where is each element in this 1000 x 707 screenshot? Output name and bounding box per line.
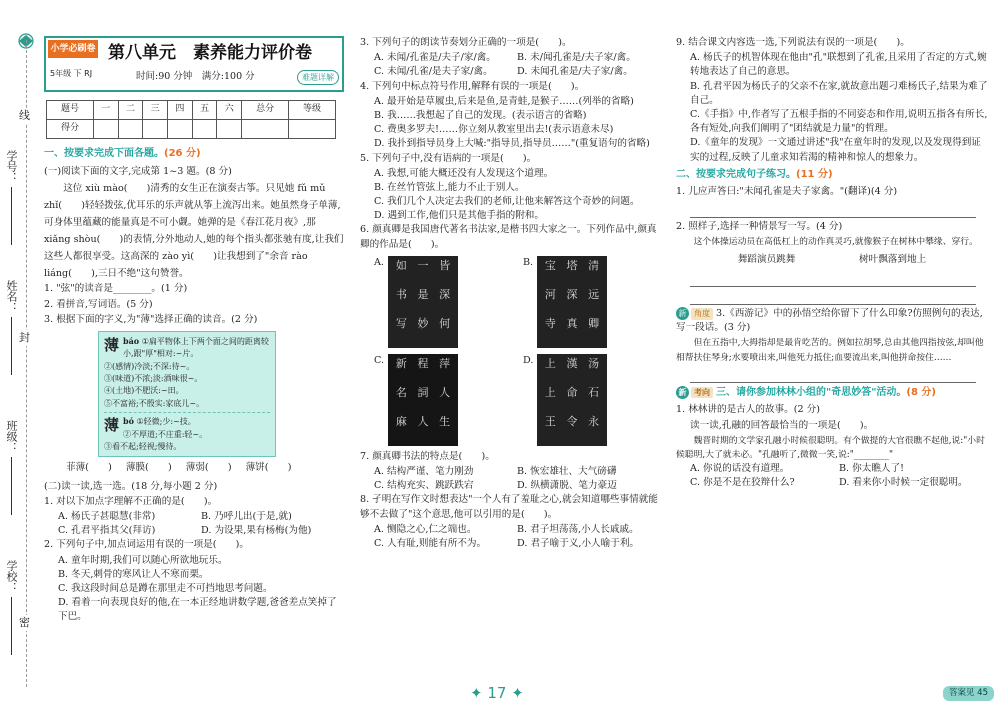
column-1 [44, 36, 344, 625]
sentence-question-1: 1. 儿应声答曰:"未闻孔雀是夫子家禽。"(翻译)(4 分) [676, 186, 898, 198]
angle-chip: 角度 [691, 308, 713, 320]
column-2 [360, 36, 660, 551]
options-7[interactable]: A. 结构严谨、笔力刚劲 B. 恢宏雄壮、大气磅礴 C. 结构充实、跳跃跌宕 D. 纵横潇脱、笔力豪迈 [374, 466, 617, 492]
activity-passage: 魏晋时期的文学家孔融小时候很聪明。有个做提的大官很瞧不起他,说:"小时候聪明,大了就未必。"孔融听了,微微一笑,说:"________" [676, 435, 985, 460]
question-9: 9. 结合课文内容选一选,下列说法有误的一项是( )。 [676, 37, 910, 48]
score-cell[interactable] [168, 120, 193, 139]
table-cell: 五 [192, 101, 217, 120]
example-paragraph: 但在五指中,大拇指却是最肯吃苦的。例如拉胡琴,总由其他四指按弦,却叫他相帮扶住琴身;水要喷出来,叫他死力抵住;血要流出来,叫他拼命按住…… [676, 338, 984, 363]
direction-chip: 考向 [691, 387, 713, 399]
answer-reference[interactable]: 答案见 45 [943, 686, 994, 701]
page-number: ✦ 17 ✦ [470, 684, 524, 702]
table-cell: 总分 [242, 101, 289, 120]
school-field[interactable]: 学校： [6, 560, 17, 655]
example-sentence: 这个体操运动员在高低杠上的动作真灵巧,就像猴子在树林中攀缘、穿行。 [693, 236, 978, 247]
options-2-1[interactable]: A. 杨氏子甚聪慧(非常) B. 乃呼儿出(于是,就) C. 孔君平指其父(拜访) D. 为设果,果有杨梅(为他) [58, 511, 312, 537]
scene-choices[interactable]: 舞蹈演员跳舞 树叶飘落到地上 [737, 253, 927, 265]
question-1-3: 3. 根据下面的字义,为"薄"选择正确的读音。(2 分) [44, 313, 258, 325]
question-1-2: 2. 看拼音,写词语。(5 分) [44, 298, 153, 310]
tips-button[interactable]: 难题详解 [297, 70, 339, 85]
score-table [46, 100, 336, 139]
activity-question-1: 1. 林林讲的是古人的故事。(2 分) [676, 404, 820, 416]
question-2-2: 2. 下列句子中,加点词运用有误的一项是( )。 [44, 539, 250, 551]
calligraphy-option-c[interactable]: C. 新 程 萍 名 詞 人 麻 人 生 [374, 354, 511, 446]
options-4[interactable]: A. 最开始是草履虫,后来是鱼,是青蛙,是猴子……(列举的省略) B. 我……我想起了自己的发现。(表示语言的省略) C. 费奥多罗夫!……你立刻从教室里出去!(表示语意未尽) D. 我扑到指导员身上大喊:"指导员,指导员……"(重复语句的省略) [374, 95, 650, 150]
grade-label: 5年级 下 RJ [50, 69, 93, 78]
binding-dashed-line [26, 40, 27, 687]
answer-line[interactable] [690, 289, 976, 305]
answer-line[interactable] [690, 202, 976, 218]
series-tag: 小学必刷卷 [48, 40, 98, 58]
binding-word-feng: 封 [19, 330, 30, 346]
table-cell: 四 [168, 101, 193, 120]
score-cell[interactable] [192, 120, 217, 139]
table-cell: 等级 [289, 101, 336, 120]
section-1-heading: 一、按要求完成下面各题。(26 分) [44, 148, 201, 159]
calligraphy-image: 宝 塔 清 河 深 远 寺 真 卿 [537, 256, 607, 348]
binding-word-xian: 线 [19, 108, 30, 124]
calligraphy-image: 如 一 皆 书 是 深 写 妙 何 [388, 256, 458, 348]
table-cell: 二 [118, 101, 143, 120]
score-cell[interactable] [143, 120, 168, 139]
new-badge-icon: 新 [676, 386, 689, 399]
options-2-2[interactable]: A. 童年时期,我们可以随心所欲地玩乐。 B. 冬天,刺骨的寒风让人不寒而栗。 C. 我这段时间总是蹲在那里走不可挡地思考问题。 D. 看着一向表现良好的他,在一本正经地讲数学题,爸爸差点笑掉了下巴。 [58, 554, 337, 623]
score-cell[interactable] [93, 120, 118, 139]
options-5[interactable]: A. 我想,可能大概还没有人发现这个道理。 B. 在丝竹管弦上,能力不止于别人。 C. 我们几个人决定去我们的老师,让他来解答这个奇妙的问题。 D. 遇到工作,他们只是其他手指的附和。 [374, 167, 640, 222]
question-4: 4. 下列句中标点符号作用,解释有误的一项是( )。 [360, 80, 585, 92]
calligraphy-options [360, 256, 660, 446]
question-1-1: 1. "弦"的读音是________。(1 分) [44, 283, 188, 295]
class-field[interactable]: 班级： [6, 420, 17, 515]
score-cell[interactable] [289, 120, 336, 139]
dictionary-box [98, 331, 276, 458]
column-3 [676, 36, 988, 490]
section-2-heading: 二、按要求完成句子练习。(11 分) [676, 168, 833, 180]
calligraphy-option-b[interactable]: B. 宝 塔 清 河 深 远 寺 真 卿 [523, 256, 660, 348]
name-field[interactable]: 姓名： [6, 280, 17, 375]
new-badge-icon: 新 [676, 307, 689, 320]
binding-margin [0, 0, 42, 707]
activity-prompt: 读一读,孔融的回答最恰当的一项是( )。 [690, 419, 874, 431]
calligraphy-option-d[interactable]: D. 上 漢 汤 上 命 石 王 令 永 [523, 354, 660, 446]
answer-line[interactable] [690, 271, 976, 287]
calligraphy-option-a[interactable]: A. 如 一 皆 书 是 深 写 妙 何 [374, 256, 511, 348]
score-cell[interactable] [217, 120, 242, 139]
question-6: 6. 颜真卿是我国唐代著名书法家,是楷书四大家之一。下列作品中,颜真卿的作品是( )。 [360, 224, 657, 250]
table-cell: 一 [93, 101, 118, 120]
exam-meta: 时间:90 分钟 满分:100 分 [136, 71, 255, 82]
reading-2-intro: (二)读一读,选一选。(18 分,每小题 2 分) [44, 480, 218, 492]
options-activity-1[interactable]: A. 你说的话没有道理。 B. 你太瞧人了! C. 你是不是在狡辩什么? D. 看来你小时候一定很聪明。 [690, 462, 968, 489]
table-cell: 三 [143, 101, 168, 120]
table-cell: 六 [217, 101, 242, 120]
page-title: 第八单元 素养能力评价卷 [108, 43, 312, 63]
question-8: 8. 孑明在写作文时想表达"一个人有了羞耻之心,就会知道哪些事情就能够不去做了"这个意思,他可以引用的是( )。 [360, 494, 658, 520]
options-8[interactable]: A. 恻隐之心,仁之端也。 B. 君子坦荡荡,小人长戚戚。 C. 人有耻,则能有所不为。 D. 君子喻于义,小人喻于利。 [374, 523, 640, 549]
score-row [47, 120, 336, 139]
binding-word-mi: 密 [19, 615, 30, 631]
question-7: 7. 颜真卿书法的特点是( )。 [360, 450, 495, 462]
reading-passage: 这位 xiù mào( )清秀的女生正在演奏古筝。只见她 fǔ mǔ zhǐ( )轻轻拨弦,优耳乐的乐声就从筝上流泻出来。她虽然身子单薄,可身体里蕴藏的能量真是不可小觑。她弹的是《春江花月夜》,那 xiǎng shòu( )的表情,分外地动人,她的每个指头都张驰有度,让我们这些人都很享受。这高深的 zào yì( )让我想到了"余音 rào liáng( ),三日不绝"这句赞誉。 [44, 182, 344, 280]
reading-1-intro: (一)阅读下面的文字,完成第 1~3 题。(8 分) [44, 165, 232, 177]
dict-entry-bao: 薄 báo ①扁平物体上下两个面之间的距离较小,跟"厚"相对:~片。 ②(感情)冷淡;不深:待~。 ③(味道)不浓;淡:酒味很~。 ④(土地)不肥沃:~田。 ⑤不富裕;不殷实:家底儿~。 [104, 335, 269, 408]
table-cell: 得分 [47, 120, 94, 139]
answer-line[interactable] [690, 367, 976, 383]
exam-header [44, 36, 344, 92]
options-9[interactable]: A. 杨氏子的机智体现在他由"孔"联想到了孔雀,且采用了否定的方式,婉转地表达了自己的意思。 B. 孔君平因为杨氏子的父亲不在家,就故意出题刁难杨氏子,结果为难了自己。 C.《手指》中,作者写了五根手指的不同姿态和作用,说明五指各有所长,各有短处,向我们阐明了"团结就是力量"的哲理。 D.《童年的发现》一文通过讲述"我"在童年时的发现,以及发现得到证实的过程,反映了儿童求知若渴的精神和惊人的想象力。 [690, 52, 988, 163]
question-5: 5. 下列句子中,没有语病的一项是( )。 [360, 152, 537, 164]
sentence-question-2: 2. 照样子,选择一种情景写一写。(4 分) [676, 220, 843, 232]
table-cell: 题号 [47, 101, 94, 120]
sentence-question-3: 新 角度 3.《西游记》中的孙悟空给你留下了什么印象?仿照例句的表达,写一段话。(3 分) [676, 308, 983, 334]
student-id-field[interactable]: 学号： [6, 150, 17, 245]
options-3[interactable]: A. 未闻/孔雀是/夫子/家/禽。 B. 未/闻孔雀是/夫子家/禽。 C. 未闻/孔雀/是夫子家/禽。 D. 未闻孔雀是/夫子家/禽。 [374, 52, 636, 78]
question-2-1: 1. 对以下加点字理解不正确的是( )。 [44, 495, 218, 507]
score-cell[interactable] [118, 120, 143, 139]
score-cell[interactable] [242, 120, 289, 139]
score-header-row [47, 101, 336, 120]
dict-entry-bo: 薄 bó ①轻微;少:~技。 ②不厚道;不庄重:轻~。 ③看不起;轻视;慢待。 [104, 416, 208, 452]
question-3: 3. 下列句子的朗读节奏划分正确的一项是( )。 [360, 37, 572, 48]
pronunciation-fill[interactable]: 菲薄( ) 薄膜( ) 薄弱( ) 薄饼( ) [66, 462, 292, 474]
calligraphy-image: 新 程 萍 名 詞 人 麻 人 生 [388, 354, 458, 446]
calligraphy-image: 上 漢 汤 上 命 石 王 令 永 [537, 354, 607, 446]
section-3-heading: 新 考向 三、请你参加林林小组的"奇思妙答"活动。(8 分) [676, 386, 988, 401]
